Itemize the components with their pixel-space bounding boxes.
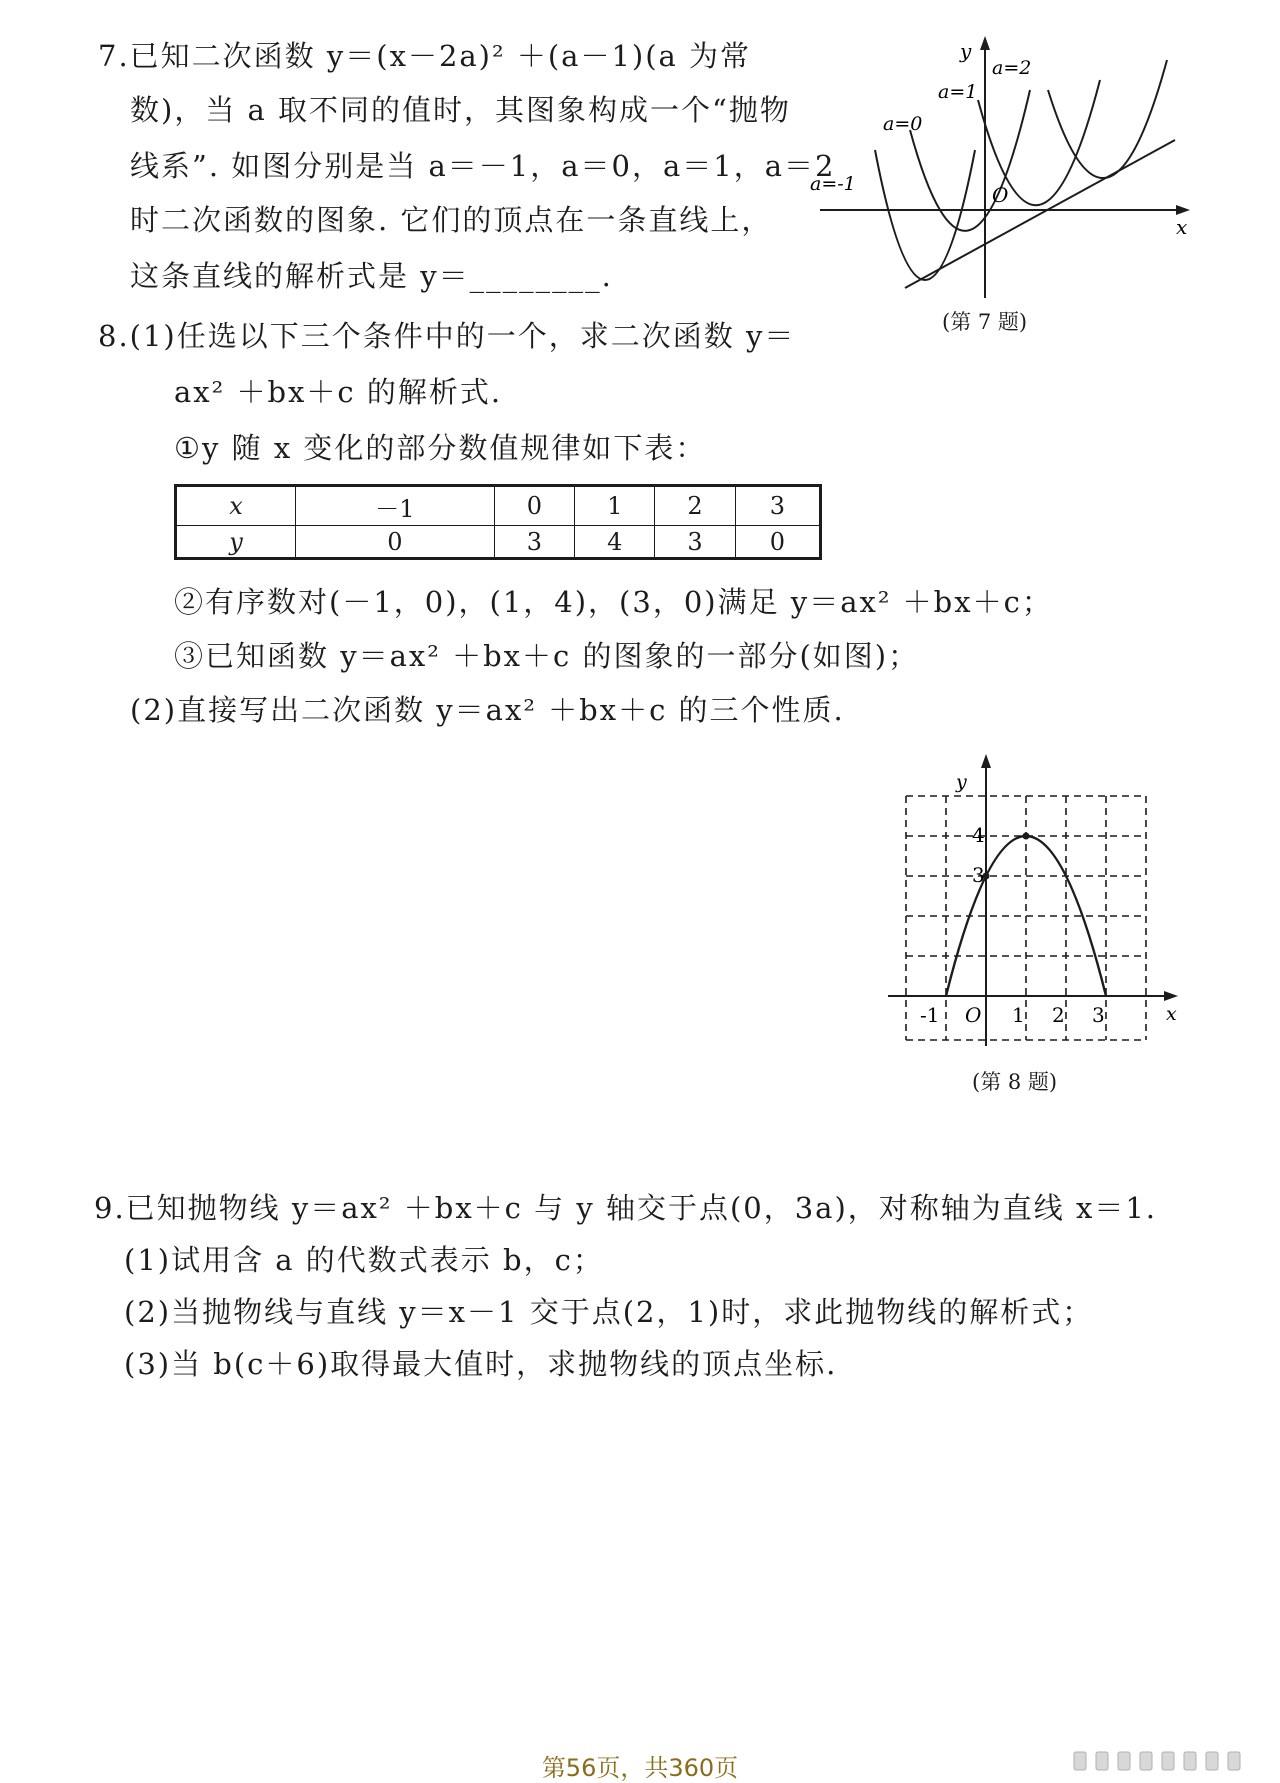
- scroll-bars-icon: [1072, 1750, 1262, 1772]
- table-row: [176, 526, 821, 559]
- q7-y-arrow: [980, 36, 990, 50]
- q8-line-1: 8.(1)任选以下三个条件中的一个，求二次函数 y＝: [98, 319, 796, 353]
- q8-y-arrow: [981, 754, 991, 768]
- q8-y-label: y: [956, 771, 967, 793]
- q7-line-2: 数)，当 a 取不同的值时，其图象构成一个“抛物: [130, 93, 791, 127]
- q9-part-1: (1)试用含 a 的代数式表示 b，c；: [124, 1243, 604, 1277]
- table-cell: 4: [575, 526, 655, 559]
- q9-part-3: (3)当 b(c＋6)取得最大值时，求抛物线的顶点坐标.: [124, 1347, 838, 1381]
- q7-label-a-1: a=1: [938, 81, 978, 103]
- q7-label-a-2: a=2: [992, 57, 1032, 79]
- q8-y-tick-3: 3: [972, 863, 985, 887]
- q7-line-1: 7.已知二次函数 y＝(x－2a)² ＋(a－1)(a 为常: [98, 39, 752, 73]
- q8-x-tick-2: 2: [1052, 1003, 1065, 1027]
- table-cell: 0: [735, 526, 820, 559]
- q7-y-label: y: [960, 39, 972, 63]
- q8-line-3: ①y 随 x 变化的部分数值规律如下表：: [174, 431, 707, 465]
- q8-y-tick-4: 4: [972, 823, 985, 847]
- table-cell: 3: [655, 526, 735, 559]
- q8-condition-3: ③已知函数 y＝ax² ＋bx＋c 的图象的一部分(如图)；: [174, 639, 920, 673]
- q7-x-arrow: [1176, 205, 1190, 215]
- table-cell: 1: [575, 486, 655, 526]
- q7-parabola-a-2: [1048, 60, 1167, 178]
- table-cell: 0: [296, 526, 495, 559]
- table-cell: 2: [655, 486, 735, 526]
- page-indicator: 第56页，共360页: [541, 1754, 739, 1782]
- table-cell: y: [176, 526, 296, 559]
- q8-vertex-point: [1023, 833, 1030, 840]
- q7-line-3: 线系”. 如图分别是当 a＝－1，a＝0，a＝1，a＝2: [130, 149, 836, 183]
- q7-label-a-0: a=0: [883, 113, 923, 135]
- q8-origin-label: O: [965, 1003, 982, 1027]
- table-cell: 3: [735, 486, 820, 526]
- q8-figure-caption: (第 8 题): [972, 1070, 1058, 1094]
- q7-origin-label: O: [992, 183, 1009, 207]
- q7-x-label: x: [1176, 215, 1188, 239]
- q8-x-tick--1: -1: [920, 1003, 940, 1027]
- q7-figure: [810, 30, 1210, 320]
- table-cell: －1: [296, 486, 495, 526]
- q8-x-tick-3: 3: [1092, 1003, 1105, 1027]
- q7-vertex-line: [905, 140, 1175, 288]
- q8-x-arrow: [1164, 991, 1178, 1001]
- q7-label-a-minus-1: a=-1: [810, 173, 856, 195]
- q8-condition-2: ②有序数对(－1，0)，(1，4)，(3，0)满足 y＝ax² ＋bx＋c；: [174, 585, 1053, 619]
- table-row: [176, 486, 821, 526]
- q9-line-1: 9.已知抛物线 y＝ax² ＋bx＋c 与 y 轴交于点(0，3a)，对称轴为直线 x＝1.: [94, 1191, 1158, 1225]
- q9-part-2: (2)当抛物线与直线 y＝x－1 交于点(2，1)时，求此抛物线的解析式；: [124, 1295, 1094, 1329]
- q8-value-table: [174, 484, 822, 560]
- q8-figure: [880, 750, 1190, 1050]
- q7-line-5: 这条直线的解析式是 y＝________.: [130, 259, 613, 293]
- q7-line-4: 时二次函数的图象. 它们的顶点在一条直线上，: [130, 203, 773, 237]
- q8-part-2: (2)直接写出二次函数 y＝ax² ＋bx＋c 的三个性质.: [130, 693, 845, 727]
- table-cell: 3: [494, 526, 574, 559]
- q8-line-2: ax² ＋bx＋c 的解析式.: [174, 375, 503, 409]
- q7-parabola-a-minus-1: [875, 150, 975, 280]
- table-cell: 0: [494, 486, 574, 526]
- q8-x-tick-1: 1: [1012, 1003, 1025, 1027]
- q7-figure-caption: (第 7 题): [942, 310, 1028, 334]
- table-cell: x: [176, 486, 296, 526]
- q8-x-label: x: [1166, 1003, 1177, 1025]
